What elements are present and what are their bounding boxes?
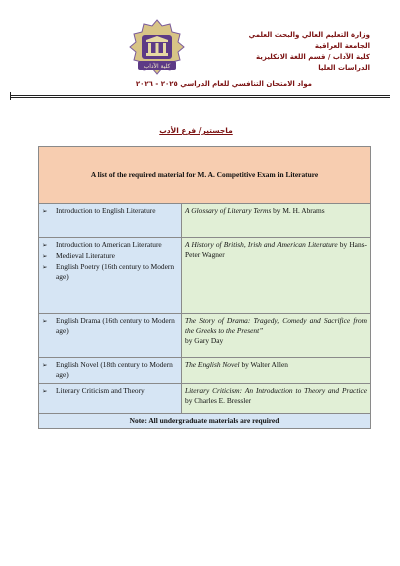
source-title: The Story of Drama: Tragedy, Comedy and Sacrifice from the Greeks to the Present” <box>185 316 368 335</box>
source-title: A Glossary of Literary Terms <box>185 206 272 215</box>
subjects-cell <box>39 204 182 238</box>
subjects-cell <box>39 384 182 414</box>
table-row <box>39 238 371 314</box>
table-title: A list of the required material for M. A. Competitive Exam in Literature <box>39 147 371 204</box>
subject-label: English Drama (16th century to Modern age) <box>56 316 175 335</box>
subject-item <box>42 206 178 216</box>
subject-label: Introduction to American Literature <box>56 240 162 249</box>
arrowhead-bullet-icon: ➢ <box>42 207 48 215</box>
header-rule-secondary <box>10 97 390 98</box>
ministry-line: وزارة التعليم العالي والبحث العلمي <box>248 31 370 39</box>
table-title-row <box>39 147 371 204</box>
arrowhead-bullet-icon: ➢ <box>42 252 48 260</box>
subject-item <box>42 240 178 250</box>
subject-item <box>42 316 178 336</box>
subjects-cell <box>39 238 182 314</box>
header-rule <box>10 95 390 96</box>
source-cell <box>182 238 371 314</box>
college-of-arts-logo <box>128 18 186 76</box>
source-title: Literary Criticism: An Introduction to Theory and Practice <box>185 386 368 395</box>
source-author: by M. H. Abrams <box>271 206 325 215</box>
arrowhead-bullet-icon: ➢ <box>42 361 48 369</box>
subject-label: Introduction to English Literature <box>56 206 156 215</box>
subject-label: English Novel (18th century to Modern age) <box>56 360 173 379</box>
table-note: Note: All undergraduate materials are required <box>39 414 371 429</box>
subject-item <box>42 262 178 282</box>
subject-item <box>42 360 178 380</box>
table-row <box>39 358 371 384</box>
subjects-cell <box>39 358 182 384</box>
subject-label: Medieval Literature <box>56 251 115 260</box>
ministry-header <box>220 30 370 74</box>
graduate-studies-line: الدراسات العليا <box>318 64 370 72</box>
source-title: A History of British, Irish and American Literature <box>185 240 338 249</box>
college-department-line: كلية الآداب / قسم اللغة الانكليزية <box>256 53 370 61</box>
rule-end-mark <box>10 92 11 100</box>
source-author: by Hans-Peter Wagner <box>185 240 367 259</box>
source-cell <box>182 204 371 238</box>
subjects-cell <box>39 314 182 358</box>
arrowhead-bullet-icon: ➢ <box>42 263 48 271</box>
table-note-row <box>39 414 371 429</box>
table-row <box>39 384 371 414</box>
subject-label: Literary Criticism and Theory <box>56 386 145 395</box>
exam-subject-line: مواد الامتحان التنافسي للعام الدراسي ٢٠٢٥ - ٢٠٢٦ <box>135 80 312 88</box>
required-material-table <box>38 146 371 429</box>
source-cell <box>182 358 371 384</box>
subject-item <box>42 251 178 261</box>
arrowhead-bullet-icon: ➢ <box>42 241 48 249</box>
table-row <box>39 204 371 238</box>
arrowhead-bullet-icon: ➢ <box>42 387 48 395</box>
source-author: by Walter Allen <box>239 360 288 369</box>
logo-caption: كلية الآداب <box>143 63 171 70</box>
arrowhead-bullet-icon: ➢ <box>42 317 48 325</box>
program-title: ماجستير/ فرع الأدب <box>159 126 233 135</box>
source-author: by Charles E. Bressler <box>185 396 252 405</box>
source-title: The English Novel <box>185 360 240 369</box>
subject-label: English Poetry (16th century to Modern age) <box>56 262 175 281</box>
source-cell <box>182 384 371 414</box>
source-author: by Gary Day <box>185 336 224 345</box>
subject-item <box>42 386 178 396</box>
table-row <box>39 314 371 358</box>
university-line: الجامعة العراقية <box>314 42 370 50</box>
source-cell <box>182 314 371 358</box>
